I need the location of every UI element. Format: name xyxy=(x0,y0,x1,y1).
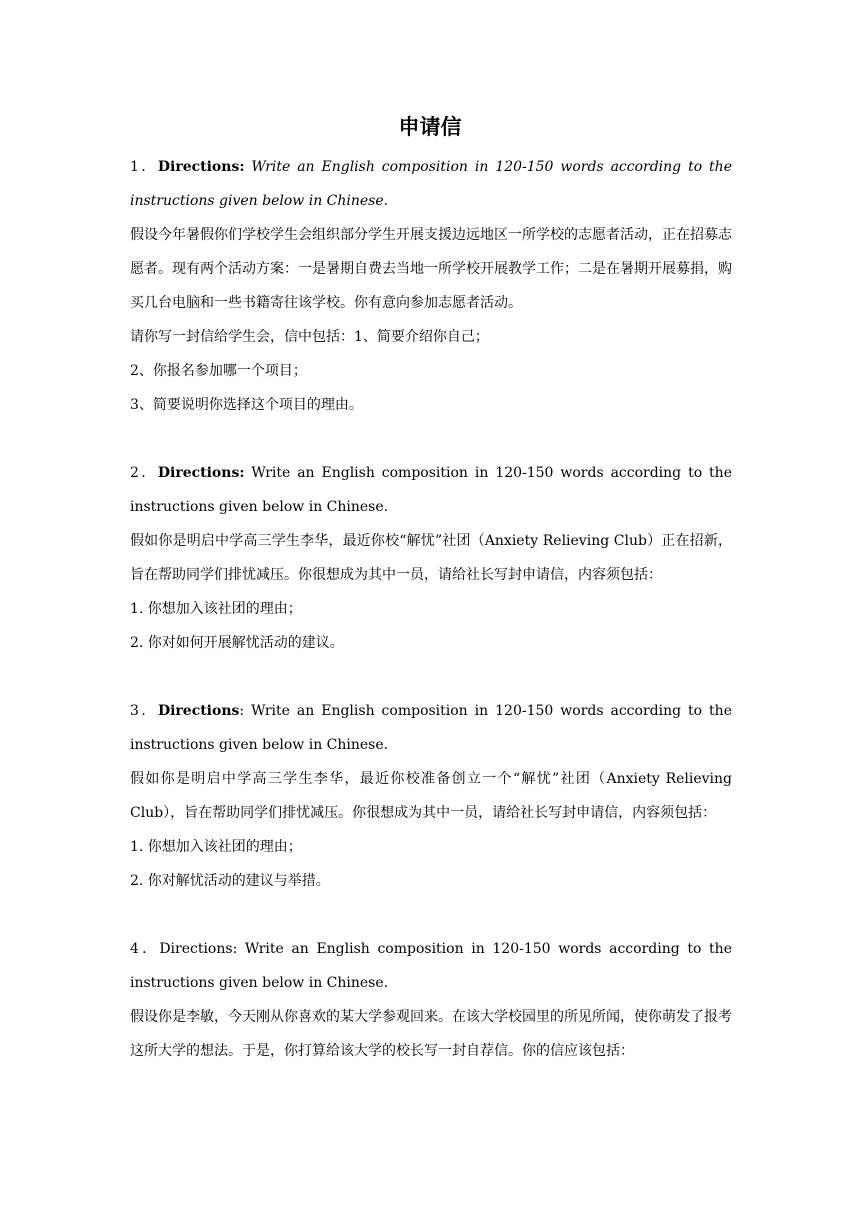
q2-instruction: Write an English composition in 120-150 words according to the instructions given below in Chinese. xyxy=(130,465,732,515)
q3-item-2: 2. 你对解忧活动的建议与举措。 xyxy=(130,873,330,889)
spacer xyxy=(130,660,732,694)
q3-number: 3． xyxy=(130,703,158,719)
spacer xyxy=(130,422,732,456)
document-body xyxy=(130,150,732,1068)
q2-number: 2． xyxy=(130,465,158,481)
q4-instruction: Directions: Write an English composition in 120-150 words according to the instructions given below in Chinese. xyxy=(130,941,732,991)
q1-requirement-3: 3、简要说明你选择这个项目的理由。 xyxy=(130,397,363,413)
q2-item-1: 1. 你想加入该社团的理由； xyxy=(130,601,302,617)
q4-directions xyxy=(130,932,732,1000)
q4-paragraph: 假设你是李敏，今天刚从你喜欢的某大学参观回来。在该大学校园里的所见所闻，使你萌发了报考这所大学的想法。于是，你打算给该大学的校长写一封自荐信。你的信应该包括： xyxy=(130,1009,732,1059)
q3-label: Directions xyxy=(157,703,240,719)
q2-directions xyxy=(130,456,732,524)
q3-item-1: 1. 你想加入该社团的理由； xyxy=(130,839,302,855)
q1-paragraph: 假设今年暑假你们学校学生会组织部分学生开展支援边远地区一所学校的志愿者活动，正在招募志愿者。现有两个活动方案：一是暑期自费去当地一所学校开展教学工作；二是在暑期开展募捐，购买几台电脑和一些书籍寄往该学校。你有意向参加志愿者活动。 xyxy=(130,227,732,311)
q3-directions xyxy=(130,694,732,762)
q1-instruction: Write an English composition in 120-150 words according to the instructions given below in Chinese. xyxy=(130,159,732,209)
q2-paragraph: 假如你是明启中学高三学生李华，最近你校“解忧”社团（Anxiety Relieving Club）正在招新，旨在帮助同学们排忧减压。你很想成为其中一员，请给社长写封申请信，内容须包括： xyxy=(130,533,732,583)
q1-number: 1． xyxy=(130,159,158,175)
q1-requirement-intro: 请你写一封信给学生会，信中包括：1、简要介绍你自己； xyxy=(130,329,489,345)
q2-label: Directions: xyxy=(157,465,245,481)
q2-item-2: 2. 你对如何开展解忧活动的建议。 xyxy=(130,635,344,651)
document-title: 申请信 xyxy=(398,115,462,139)
q4-number: 4． xyxy=(130,941,160,957)
q3-instruction: : Write an English composition in 120-150 words according to the instructions given below in Chinese. xyxy=(130,703,732,753)
q1-directions xyxy=(130,150,732,218)
q3-paragraph: 假如你是明启中学高三学生李华，最近你校准备创立一个“解忧”社团（Anxiety Relieving Club），旨在帮助同学们排忧减压。你很想成为其中一员，请给社长写封申请信，内容须包括： xyxy=(130,771,732,821)
spacer xyxy=(130,898,732,932)
q1-requirement-2: 2、你报名参加哪一个项目； xyxy=(130,363,307,379)
q1-label: Directions: xyxy=(157,159,245,175)
